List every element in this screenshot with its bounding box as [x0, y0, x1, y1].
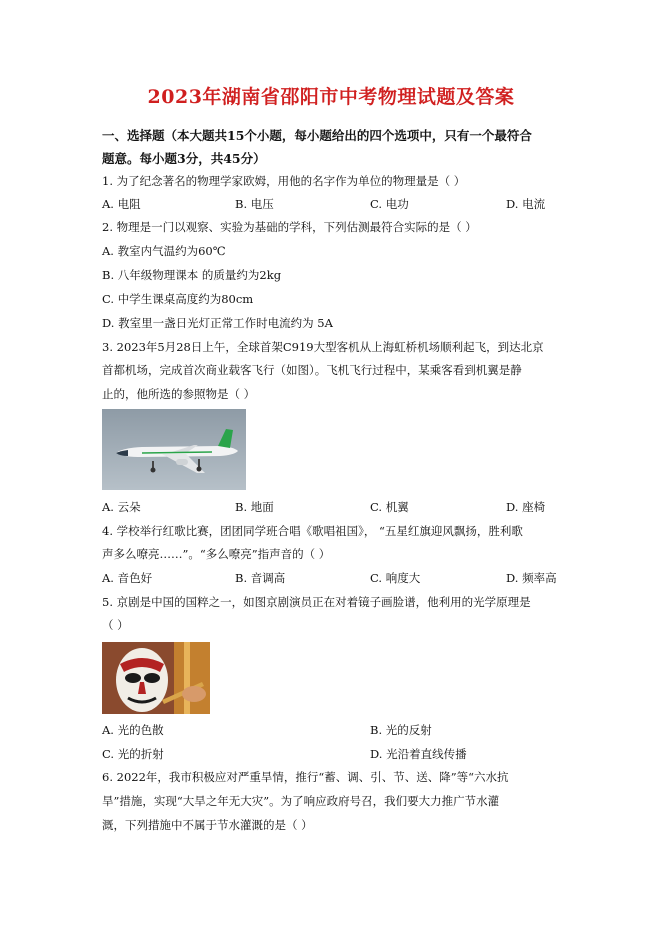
q5-stem-line2: （ ） — [102, 618, 129, 632]
q1-option-a: A. 电阻 — [102, 197, 141, 211]
opera-mask-image — [102, 642, 210, 714]
q5-option-c: C. 光的折射 — [102, 747, 164, 761]
q4-option-a: A. 音色好 — [102, 571, 153, 585]
q1-option-c: C. 电功 — [370, 197, 409, 211]
q6-stem-line1: 6. 2022年，我市积极应对严重旱情，推行“蓄、调、引、节、送、降”等“六水抗 — [102, 770, 509, 784]
section-heading-line2: 题意。每小题3分，共45分） — [102, 151, 266, 166]
q5-option-b: B. 光的反射 — [370, 723, 432, 737]
q3-option-a: A. 云朵 — [102, 500, 141, 514]
airplane-photo-icon — [102, 409, 246, 490]
q4-option-b: B. 音调高 — [235, 571, 286, 585]
q2-option-d: D. 教室里一盏日光灯正常工作时电流约为 5A — [102, 316, 333, 330]
q3-option-b: B. 地面 — [235, 500, 274, 514]
q1-stem: 1. 为了纪念著名的物理学家欧姆，用他的名字作为单位的物理量是（ ） — [102, 174, 466, 188]
q3-stem-line3: 止的，他所选的参照物是（ ） — [102, 387, 256, 401]
q4-stem-line1: 4. 学校举行红歌比赛，团团同学班合唱《歌唱祖国》， “五星红旗迎风飘扬，胜利歌 — [102, 524, 523, 538]
q1-option-d: D. 电流 — [506, 197, 546, 211]
q5-option-a: A. 光的色散 — [102, 723, 164, 737]
q3-option-d: D. 座椅 — [506, 500, 546, 514]
q5-stem-line1: 5. 京剧是中国的国粹之一，如图京剧演员正在对着镜子画脸谱，他利用的光学原理是 — [102, 595, 531, 609]
c919-airplane-image — [102, 409, 246, 490]
q3-stem-line1: 3. 2023年5月28日上午，全球首架C919大型客机从上海虹桥机场顺利起飞，到达北京 — [102, 340, 544, 354]
q3-option-c: C. 机翼 — [370, 500, 409, 514]
q6-stem-line3: 溉，下列措施中不属于节水灌溉的是（ ） — [102, 818, 313, 832]
q2-option-c: C. 中学生课桌高度约为80cm — [102, 292, 254, 306]
opera-mask-photo-icon — [102, 642, 210, 714]
q2-option-a: A. 教室内气温约为60℃ — [102, 244, 226, 258]
q4-option-d: D. 频率高 — [506, 571, 557, 585]
section-heading-line1: 一、选择题（本大题共15个小题，每小题给出的四个选项中，只有一个最符合 — [102, 128, 532, 143]
q2-stem: 2. 物理是一门以观察、实验为基础的学科，下列估测最符合实际的是（ ） — [102, 220, 477, 234]
q2-option-b: B. 八年级物理课本 的质量约为2kg — [102, 268, 282, 282]
page-title: 2023年湖南省邵阳市中考物理试题及答案 — [147, 86, 515, 108]
q6-stem-line2: 旱”措施，实现“大旱之年无大灾”。为了响应政府号召，我们要大力推广节水灌 — [102, 794, 500, 808]
q4-option-c: C. 响度大 — [370, 571, 421, 585]
q5-option-d: D. 光沿着直线传播 — [370, 747, 467, 761]
q4-stem-line2: 声多么嘹亮……”。“多么嘹亮”指声音的（ ） — [102, 547, 331, 561]
q3-stem-line2: 首都机场，完成首次商业载客飞行（如图）。飞机飞行过程中，某乘客看到机翼是静 — [102, 363, 522, 377]
q1-option-b: B. 电压 — [235, 197, 274, 211]
